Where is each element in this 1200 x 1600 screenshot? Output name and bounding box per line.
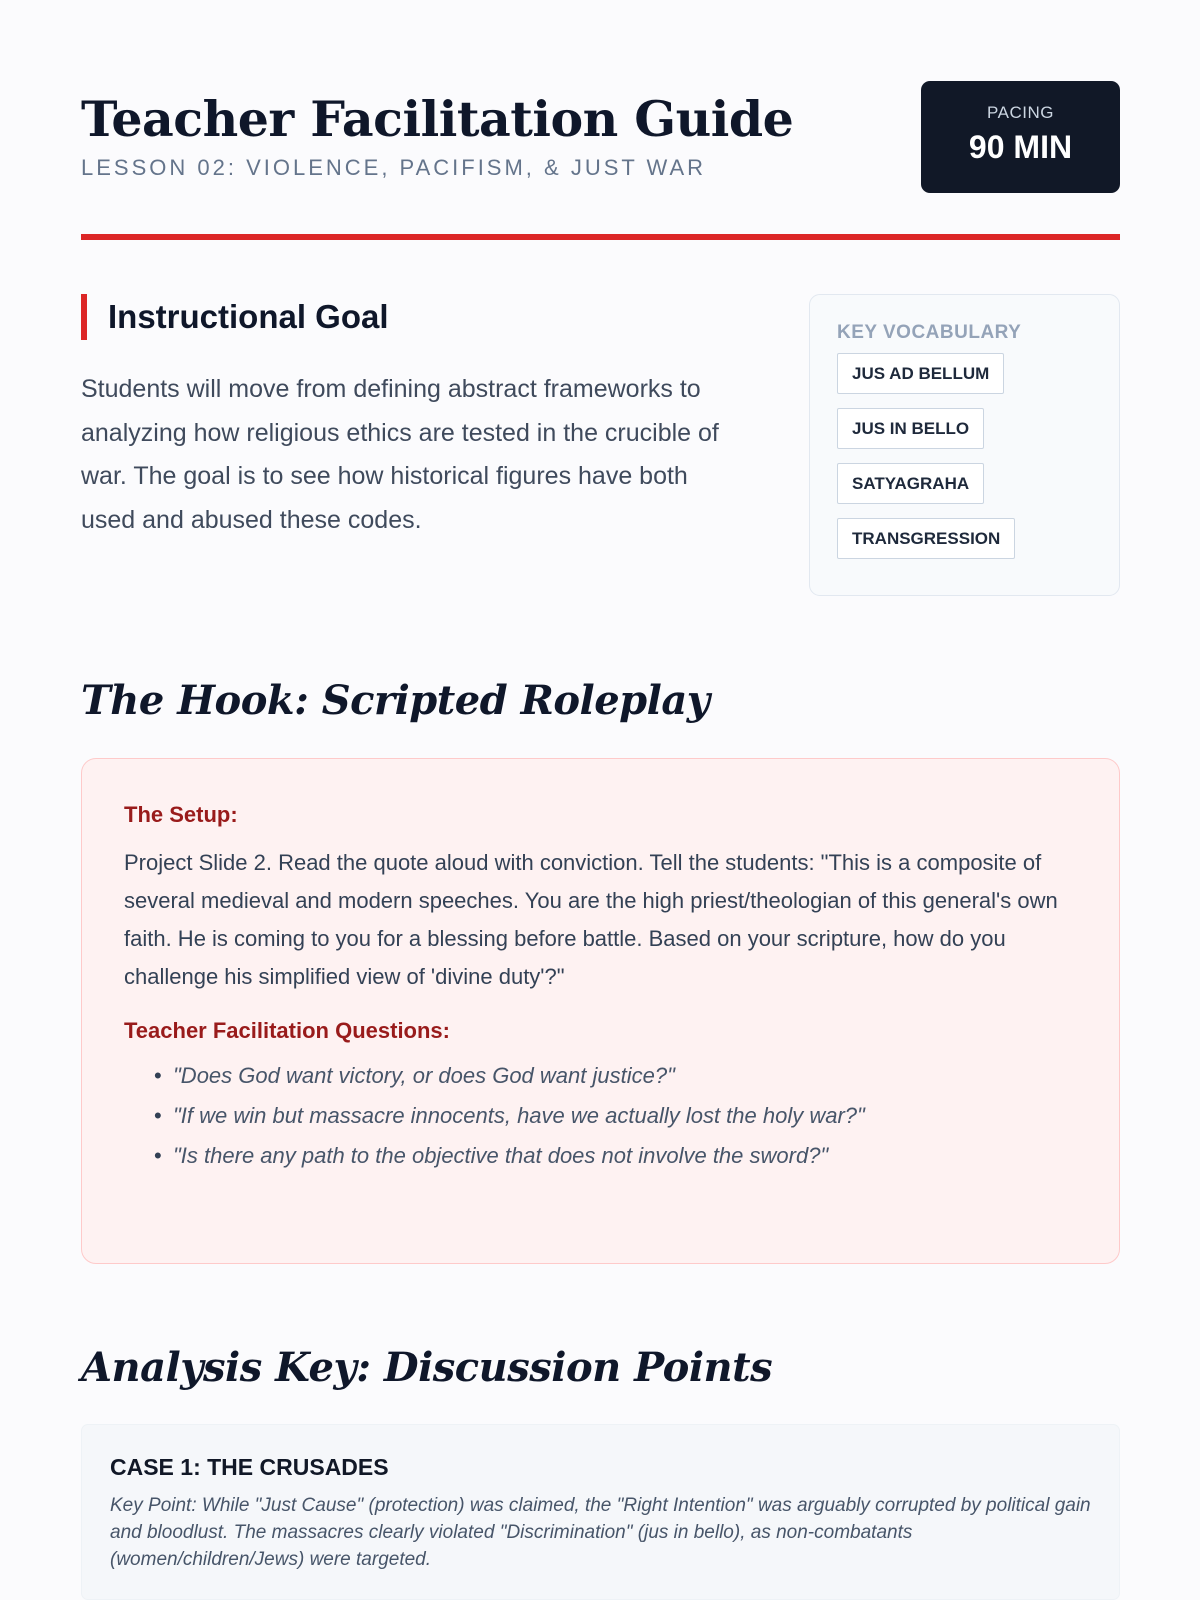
goal-heading: Instructional Goal <box>81 294 389 340</box>
vocab-tag-jus-in-bello: JUS IN BELLO <box>837 408 984 449</box>
pacing-label: PACING <box>987 103 1054 122</box>
hook-heading: The Hook: Scripted Roleplay <box>81 677 710 724</box>
vocab-tag-transgression: TRANSGRESSION <box>837 518 1015 559</box>
question-item: • "Does God want victory, or does God want justice?" <box>154 1056 1079 1096</box>
question-item: • "Is there any path to the objective that does not involve the sword?" <box>154 1136 1079 1176</box>
case-title: CASE 1: THE CRUSADES <box>110 1454 389 1480</box>
key-vocabulary-card <box>809 294 1120 596</box>
vocab-tag-satyagraha: SATYAGRAHA <box>837 463 984 504</box>
vocab-tag-jus-ad-bellum: JUS AD BELLUM <box>837 353 1004 394</box>
guide-page <box>81 0 1120 1570</box>
lesson-subtitle: LESSON 02: VIOLENCE, PACIFISM, & JUST WAR <box>81 155 707 180</box>
page-header <box>81 0 1120 242</box>
questions-label: Teacher Facilitation Questions: <box>124 1018 450 1043</box>
page-title: Teacher Facilitation Guide <box>81 90 794 148</box>
pacing-badge <box>921 81 1120 193</box>
question-item: • "If we win but massacre innocents, have we actually lost the holy war?" <box>154 1096 1079 1136</box>
vocabulary-title: KEY VOCABULARY <box>837 322 1022 343</box>
pacing-value: 90 MIN <box>968 129 1073 165</box>
questions-list <box>124 1056 1079 1176</box>
setup-label: The Setup: <box>124 802 238 827</box>
header-divider <box>81 234 1120 240</box>
setup-text: Project Slide 2. Read the quote aloud with conviction. Tell the students: "This is a composite of several medieval and modern speeches. You are the high priest/theologian of this general's own faith. He is coming to you for a blessing before battle. Based on your scripture, how do you challenge his simplified view of 'divine duty'?" <box>124 850 1058 989</box>
case-card <box>81 1424 1120 1600</box>
analysis-heading: Analysis Key: Discussion Points <box>81 1344 773 1391</box>
hook-box <box>81 758 1120 1264</box>
case-text: Key Point: While "Just Cause" (protection) was claimed, the "Right Intention" was arguably corrupted by political gain and bloodlust. The massacres clearly violated "Discrimination" (jus in bello), as non-combatants (women/children/Jews) were targeted. <box>110 1495 1091 1570</box>
goal-text: Students will move from defining abstract frameworks to analyzing how religious ethics are tested in the crucible of war. The goal is to see how historical figures have both used and abused these codes. <box>81 375 719 534</box>
